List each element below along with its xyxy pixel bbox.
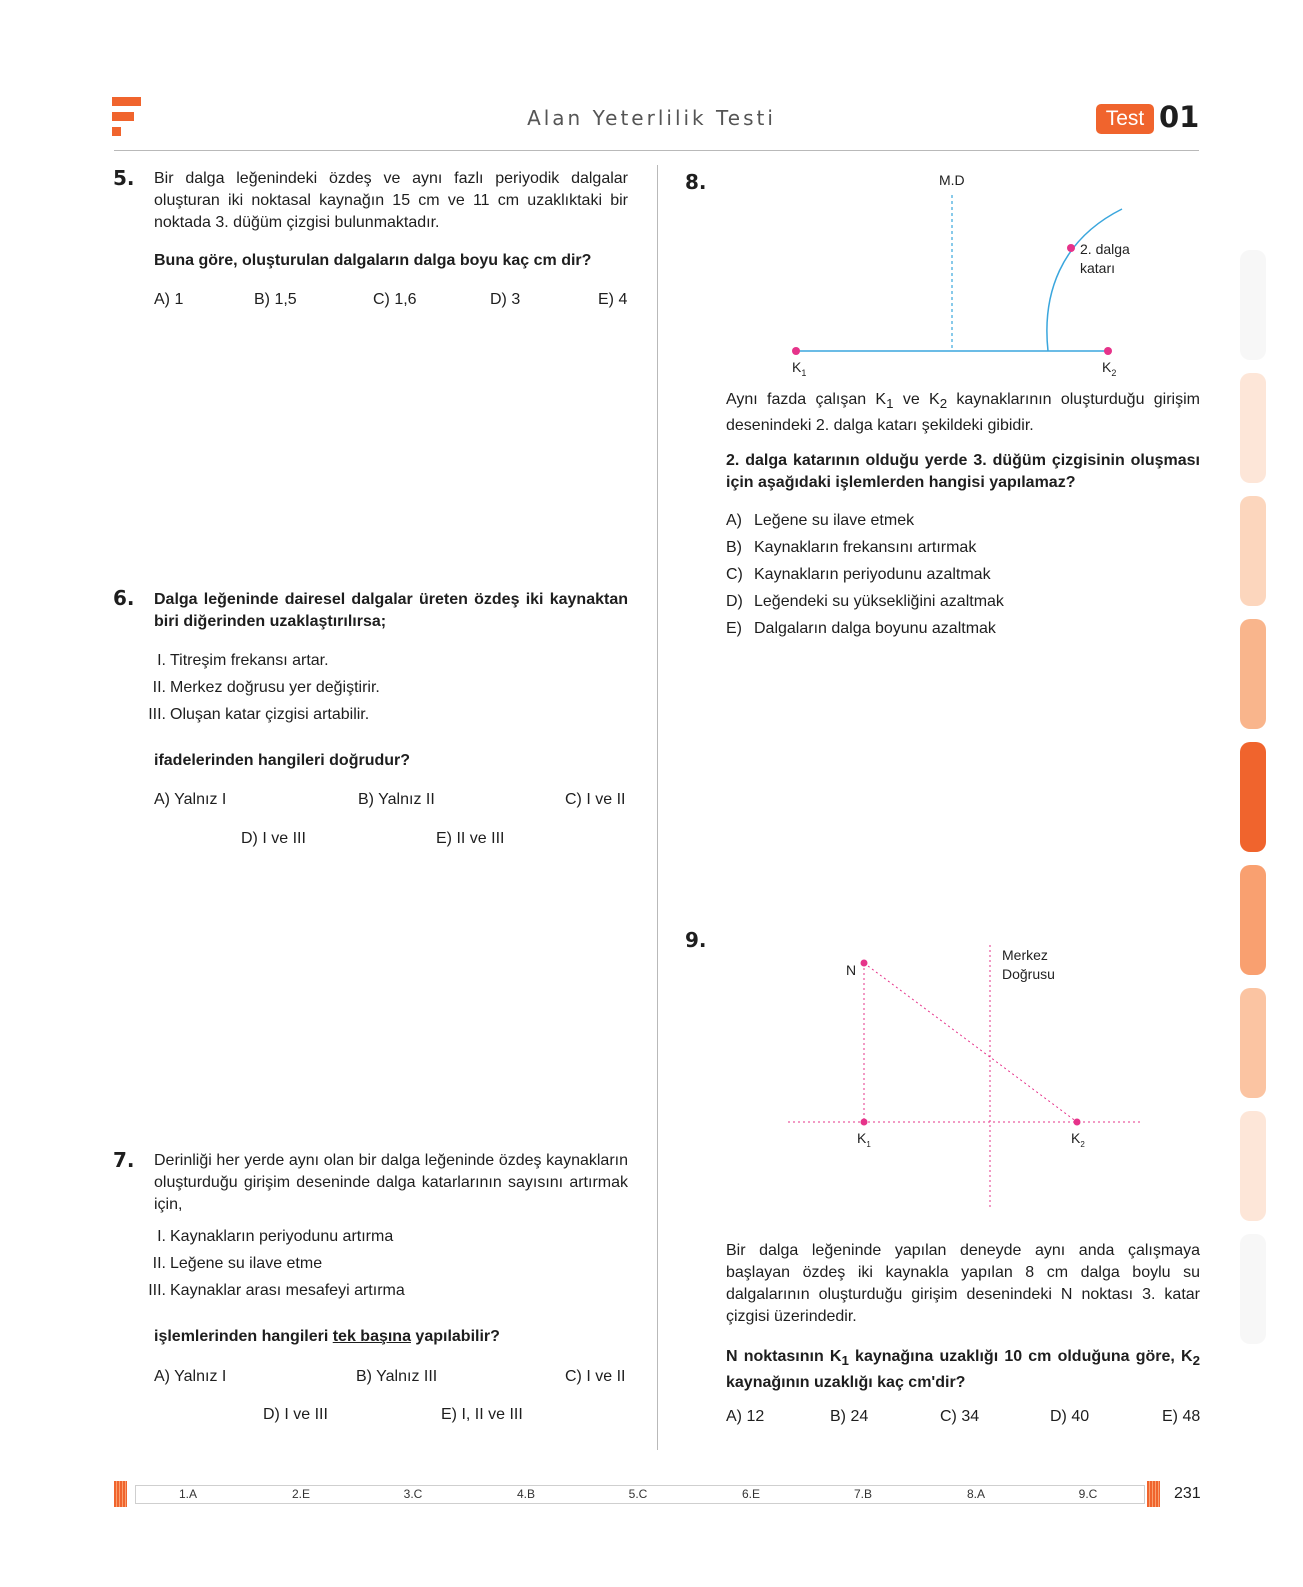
side-tab — [1240, 1234, 1266, 1344]
option-b[interactable]: B) Kaynakların frekansını artırmak — [726, 539, 977, 556]
question-number: 9. — [685, 928, 707, 952]
question-number: 6. — [113, 586, 135, 610]
option-e[interactable]: E) I, II ve III — [441, 1406, 523, 1423]
answer-item: 8.A — [966, 1487, 985, 1501]
question-prompt: Buna göre, oluşturulan dalgaların dalga boyu kaç cm dir? — [154, 252, 592, 269]
question-text: Derinliği her yerde aynı olan bir dalga leğeninde özdeş kaynakların oluşturduğu girişim deseninde dalga katarlarının sayısını artırmak için, — [154, 1152, 628, 1213]
question-prompt: N noktasının $K_1$ kaynağına uzaklığı 10 cm olduğuna göre, $K_2$ kaynağının uzaklığı kaç cm'dir? — [726, 1348, 1200, 1392]
option-c[interactable]: C) Kaynakların periyodunu azaltmak — [726, 566, 991, 583]
question-text: Aynı fazda çalışan $K_1$ ve $K_2$ kaynaklarının oluşturduğu girişim desenindeki 2. dalga katarı şekildeki gibidir. — [726, 391, 1200, 435]
option-d[interactable]: D) Leğendeki su yüksekliğini azaltmak — [726, 593, 1004, 610]
test-badge: Test — [1096, 104, 1154, 134]
option-b[interactable]: B) Yalnız III — [356, 1368, 438, 1385]
answer-item: 7.B — [853, 1487, 872, 1501]
point-n — [861, 960, 868, 967]
statement-3: III. Kaynaklar arası mesafeyi artırma — [148, 1282, 405, 1299]
test-number: 01 — [1159, 100, 1200, 134]
side-tab — [1240, 742, 1266, 852]
question-prompt: 2. dalga katarının olduğu yerde 3. düğüm çizgisinin oluşması için aşağıdaki işlemlerden hangisi yapılamaz? — [726, 452, 1200, 491]
header-divider — [114, 150, 1199, 151]
question-text: Bir dalga leğeninde yapılan deneyde aynı anda çalışmaya başlayan özdeş iki kaynakla yapılan 8 cm dalga boylu su dalgalarının oluşturduğu girişim desenindeki N noktası 3. katar çizgisi üzerindedir. — [726, 1242, 1200, 1325]
wave-train-curve — [1047, 209, 1122, 351]
header-title: Alan Yeterlilik Testi — [527, 106, 776, 130]
option-b[interactable]: B) 24 — [830, 1408, 869, 1425]
k1-label: $K_1$ — [857, 1130, 871, 1149]
side-tab — [1240, 496, 1266, 606]
train-label: 2. dalga — [1080, 241, 1130, 257]
statement-2: II. Merkez doğrusu yer değiştirir. — [152, 679, 380, 696]
option-d[interactable]: D) I ve III — [263, 1406, 328, 1423]
statement-1: I. Titreşim frekansı artar. — [157, 652, 329, 669]
option-d[interactable]: D) 3 — [490, 291, 521, 308]
center-line-label: Merkez — [1002, 947, 1048, 963]
question-number: 7. — [113, 1148, 135, 1172]
option-d[interactable]: D) 40 — [1050, 1408, 1090, 1425]
source-k2-point — [1104, 347, 1112, 355]
answer-item: 4.B — [516, 1487, 535, 1501]
option-a[interactable]: A) Yalnız I — [154, 791, 227, 808]
source-k1-point — [792, 347, 800, 355]
statement-1: I. Kaynakların periyodunu artırma — [157, 1228, 394, 1245]
question-prompt: ifadelerinden hangileri doğrudur? — [154, 752, 411, 769]
n-k2-line — [864, 963, 1077, 1122]
option-d[interactable]: D) I ve III — [241, 830, 306, 847]
side-tab — [1240, 1111, 1266, 1221]
question-number: 8. — [685, 170, 707, 194]
option-a[interactable]: A) Leğene su ilave etmek — [726, 512, 915, 529]
page-number: 231 — [1174, 1485, 1201, 1502]
answer-item: 2.E — [291, 1487, 310, 1501]
question-prompt: işlemlerinden hangileri tek başına yapılabilir? — [154, 1328, 500, 1345]
option-e[interactable]: E) 4 — [598, 291, 628, 308]
k2-label: $K_2$ — [1071, 1130, 1085, 1149]
option-a[interactable]: A) 1 — [154, 291, 184, 308]
option-c[interactable]: C) 1,6 — [373, 291, 417, 308]
option-e[interactable]: E) II ve III — [436, 830, 505, 847]
option-a[interactable]: A) 12 — [726, 1408, 765, 1425]
option-b[interactable]: B) 1,5 — [254, 291, 297, 308]
question-prompt: Dalga leğeninde dairesel dalgalar üreten özdeş iki kaynaktan biri diğerinden uzaklaştırılırsa; — [154, 591, 628, 630]
wave-train-figure — [780, 165, 1160, 385]
answer-item: 3.C — [403, 1487, 423, 1501]
option-c[interactable]: C) 34 — [940, 1408, 980, 1425]
side-tab — [1240, 619, 1266, 729]
footer-stripe — [114, 1481, 127, 1507]
question-number: 5. — [113, 166, 135, 190]
center-line-label: Doğrusu — [1002, 966, 1055, 982]
train-point — [1067, 244, 1075, 252]
option-e[interactable]: E) Dalgaların dalga boyunu azaltmak — [726, 620, 996, 637]
k2-label: $K_2$ — [1102, 359, 1117, 378]
option-e[interactable]: E) 48 — [1162, 1408, 1201, 1425]
md-label: M.D — [939, 172, 965, 188]
question-text: Bir dalga leğenindeki özdeş ve aynı fazlı periyodik dalgalar oluşturan iki noktasal kaynağın 15 cm ve 11 cm uzaklıktaki bir noktada 3. düğüm çizgisi bulunmaktadır. — [154, 170, 628, 231]
side-tab — [1240, 250, 1266, 360]
train-label: katarı — [1080, 260, 1116, 276]
answer-item: 5.C — [628, 1487, 648, 1501]
n-label: N — [846, 962, 857, 978]
source-k2-point — [1074, 1119, 1081, 1126]
side-tab — [1240, 865, 1266, 975]
option-c[interactable]: C) I ve II — [565, 1368, 626, 1385]
statement-2: II. Leğene su ilave etme — [152, 1255, 323, 1272]
answer-item: 9.C — [1078, 1487, 1098, 1501]
source-k1-point — [861, 1119, 868, 1126]
option-c[interactable]: C) I ve II — [565, 791, 626, 808]
footer-stripe — [1147, 1481, 1160, 1507]
option-a[interactable]: A) Yalnız I — [154, 1368, 227, 1385]
column-divider — [657, 165, 658, 1450]
k1-label: $K_1$ — [792, 359, 807, 378]
answer-item: 6.E — [741, 1487, 760, 1501]
side-tab — [1240, 373, 1266, 483]
statement-3: III. Oluşan katar çizgisi artabilir. — [148, 706, 370, 723]
option-b[interactable]: B) Yalnız II — [358, 791, 435, 808]
side-tab — [1240, 988, 1266, 1098]
answer-item: 1.A — [178, 1487, 197, 1501]
interference-figure — [780, 935, 1140, 1215]
